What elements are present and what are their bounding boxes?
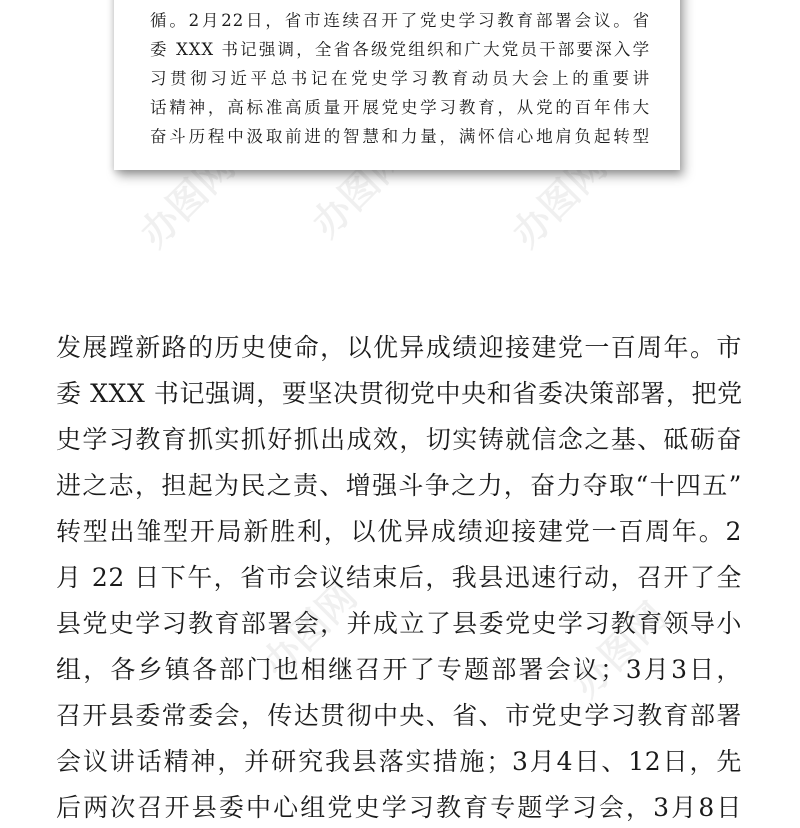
watermark: 办图网	[253, 574, 366, 686]
body-text-line: 进之志，担起为民之责、增强斗争之力，奋力夺取“十四五”	[56, 471, 742, 500]
quote-card	[114, 0, 680, 170]
card-text-line: 委 XXX 书记强调，全省各级党组织和广大党员干部要深入学	[150, 40, 650, 59]
watermark: 办图网	[303, 134, 416, 246]
card-text-line: 习贯彻习近平总书记在党史学习教育动员大会上的重要讲	[150, 69, 650, 88]
card-text-line: 奋斗历程中汲取前进的智慧和力量，满怀信心地肩负起转型	[150, 127, 650, 146]
body-text-line: 会议讲话精神，并研究我县落实措施；3月4日、12日，先	[56, 747, 742, 776]
body-text-line: 组，各乡镇各部门也相继召开了专题部署会议；3月3日，	[56, 655, 742, 684]
watermark: 办图网	[131, 144, 244, 256]
body-text-line: 召开县委常委会，传达贯彻中央、省、市党史学习教育部署	[56, 701, 742, 730]
body-text-line: 月 22 日下午，省市会议结束后，我县迅速行动，召开了全	[56, 563, 742, 592]
body-text-line: 县党史学习教育部署会，并成立了县委党史学习教育领导小	[56, 609, 742, 638]
body-text-line: 转型出雏型开局新胜利，以优异成绩迎接建党一百周年。2	[56, 517, 742, 546]
body-text-line: 史学习教育抓实抓好抓出成效，切实铸就信念之基、砥砺奋	[56, 425, 742, 454]
watermark: 办图网	[563, 594, 676, 706]
body-text-line: 委 XXX 书记强调，要坚决贯彻党中央和省委决策部署，把党	[56, 379, 743, 408]
card-text-line: 话精神，高标准高质量开展党史学习教育，从党的百年伟大	[150, 98, 650, 117]
body-text-line: 发展蹚新路的历史使命，以优异成绩迎接建党一百周年。市	[56, 333, 742, 362]
watermark: 办图网	[503, 144, 616, 256]
card-text-line: 循。2月22日，省市连续召开了党史学习教育部署会议。省	[150, 11, 650, 30]
body-text-line: 后两次召开县委中心组党史学习教育专题学习会，3月8日	[56, 793, 742, 822]
